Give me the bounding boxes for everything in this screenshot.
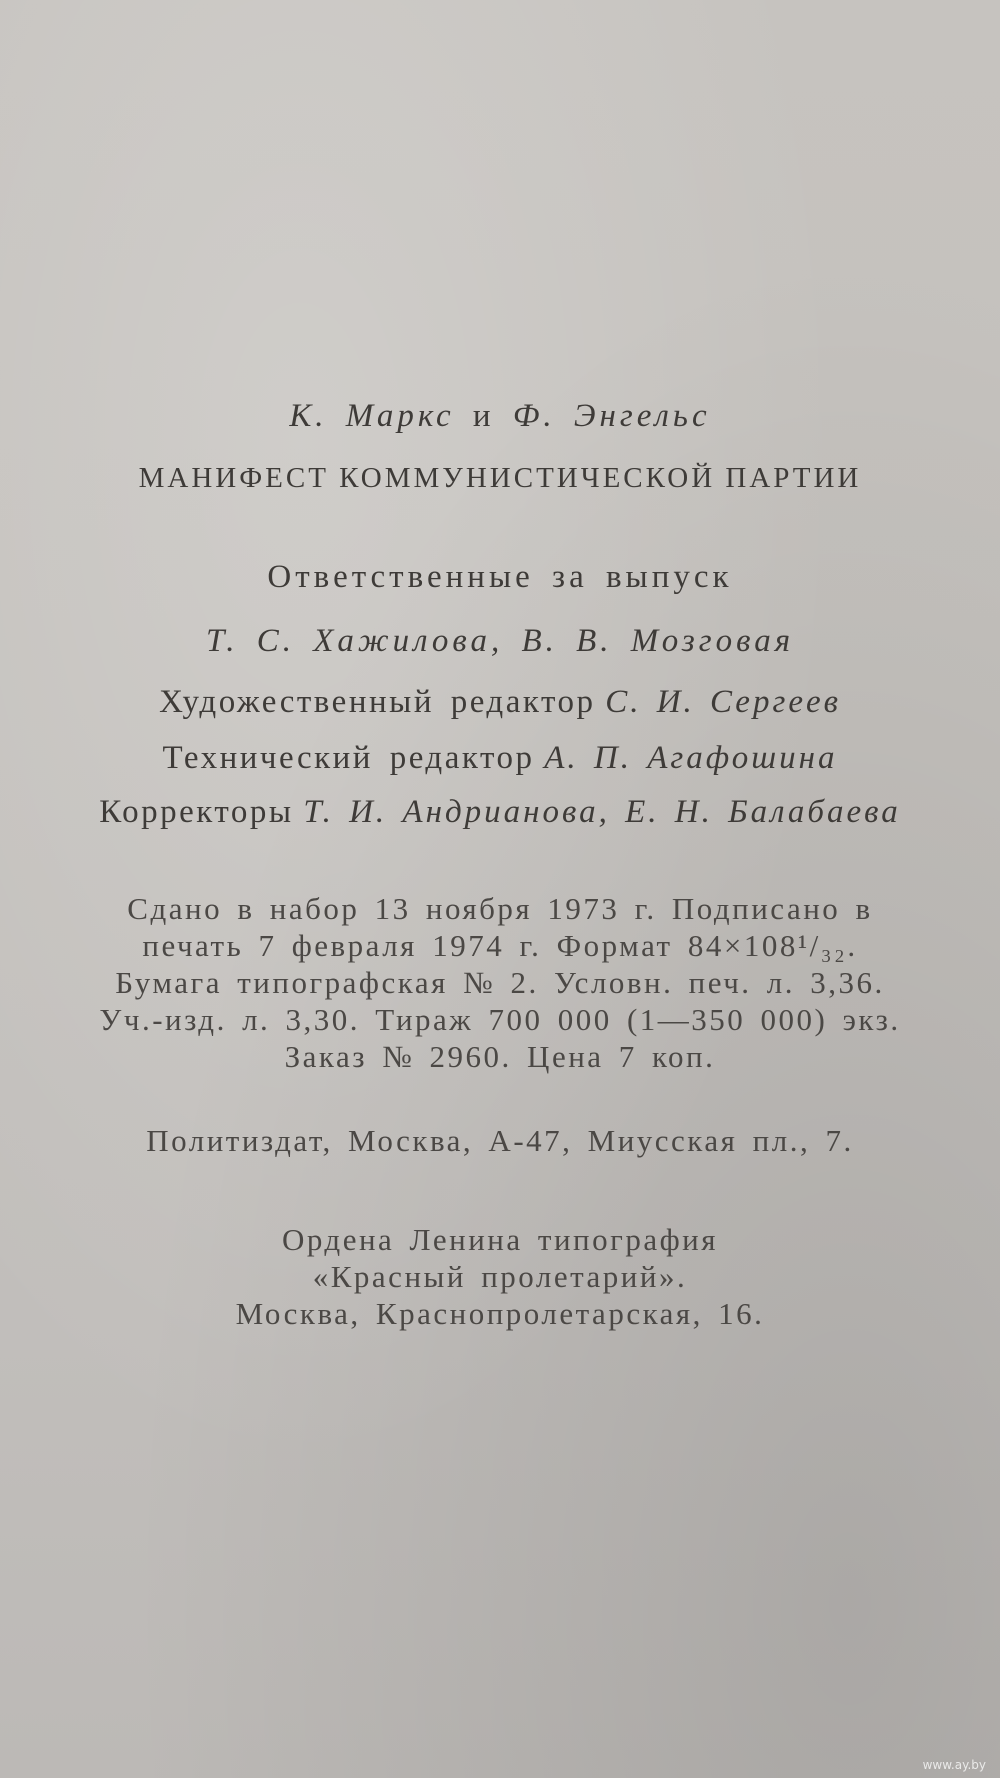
printer-line: Москва, Краснопролетарская, 16.	[235, 1296, 765, 1331]
watermark: www.ay.by	[922, 1758, 986, 1772]
credit-label: Корректоры	[99, 794, 294, 830]
authors-line	[0, 396, 1000, 436]
credit-name: Т. И. Андрианова, Е. Н. Балабаева	[303, 794, 901, 830]
credit-label: Технический редактор	[162, 740, 535, 776]
credit-label: Художественный редактор	[159, 684, 596, 720]
credit-name: А. П. Агафошина	[544, 740, 838, 776]
print-info-line: Сдано в набор 13 ноября 1973 г. Подписано в	[127, 891, 873, 926]
print-info-line: Заказ № 2960. Цена 7 коп.	[284, 1039, 716, 1074]
credit-art-editor	[0, 682, 1000, 722]
author-marx: К. Маркс	[289, 398, 455, 434]
print-info-line: Уч.-изд. л. 3,30. Тираж 700 000 (1—350 000) экз.	[99, 1002, 901, 1037]
printer-line: «Красный пролетарий».	[312, 1259, 688, 1294]
credit-name: С. И. Сергеев	[605, 684, 841, 720]
credit-proofreaders	[0, 792, 1000, 832]
author-engels: Ф. Энгельс	[512, 398, 711, 434]
printer-line: Ордена Ленина типография	[281, 1222, 719, 1257]
responsible-names: Т. С. Хажилова, В. В. Мозговая	[205, 623, 795, 659]
publisher-address: Политиздат, Москва, А-47, Миусская пл., 7.	[146, 1123, 854, 1158]
print-info-line: печать 7 февраля 1974 г. Формат 84×108¹/₃₂.	[142, 928, 858, 963]
credit-tech-editor	[0, 738, 1000, 778]
authors-conjunction: и	[472, 398, 495, 434]
print-info-line: Бумага типографская № 2. Условн. печ. л. 3,36.	[115, 965, 885, 1000]
responsible-label: Ответственные за выпуск	[267, 559, 733, 595]
book-title: МАНИФЕСТ КОММУНИСТИЧЕСКОЙ ПАРТИИ	[138, 462, 862, 494]
